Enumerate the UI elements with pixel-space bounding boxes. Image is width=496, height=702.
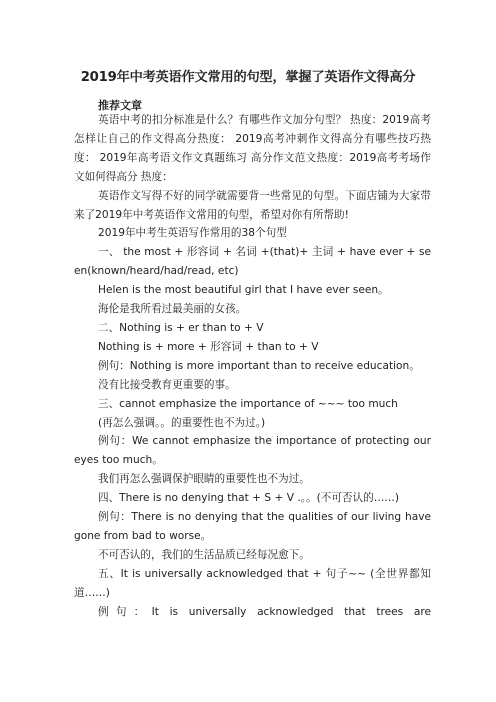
document-title: 2019年中考英语作文常用的句型，掌握了英语作文得高分 xyxy=(80,70,416,85)
paragraph: 例句：We cannot emphasize the importance of protecting our eyes too much。 xyxy=(74,435,431,467)
paragraph: 例句：It is universally acknowledged that trees are xyxy=(98,605,431,618)
paragraph: 四、There is no denying that + S + V .。。(不可否认的……) xyxy=(98,492,400,505)
paragraph: (再怎么强调。。的重要性也不为过。) xyxy=(98,416,266,429)
paragraph: 二、Nothing is + er than to + V xyxy=(98,321,264,334)
recommended-heading: 推荐文章 xyxy=(98,99,142,112)
paragraph: Helen is the most beautiful girl that I have ever seen。 xyxy=(98,284,389,297)
paragraph: 例句：Nothing is more important than to receive education。 xyxy=(98,359,420,372)
paragraph: 英语作文写得不好的同学就需要背一些常见的句型。下面店铺为大家带来了2019年中考英语作文常用的句型，希望对你有所帮助! xyxy=(74,189,431,221)
article-body xyxy=(74,111,431,621)
paragraph: 例句：There is no denying that the qualities of our living have gone from bad to worse。 xyxy=(74,511,431,542)
paragraph: 海伦是我所看过最美丽的女孩。 xyxy=(98,303,247,316)
paragraph: 五、It is universally acknowledged that + 句子~~ (全世界都知道……) xyxy=(74,567,431,599)
paragraph: 2019年中考生英语写作常用的38个句型 xyxy=(98,227,287,240)
paragraph: 不可否认的，我们的生活品质已经每况愈下。 xyxy=(98,548,310,561)
paragraph: 英语中考的扣分标准是什么？有哪些作文加分句型？ 热度：2019高考怎样让自己的作文得高分热度： 2019高考冲刺作文得高分有哪些技巧热度： 2019年高考语文作文真题练习 高分作文范文热度：2019高考考场作文如何得高分 热度： xyxy=(74,114,431,183)
paragraph: 一、 the most + 形容词 + 名词 +(that)+ 主词 + have ever + seen(known/heard/had/read, etc) xyxy=(74,246,431,278)
paragraph: 没有比接受教育更重要的事。 xyxy=(98,378,236,391)
paragraph: 三、cannot emphasize the importance of ~~~ too much xyxy=(98,397,398,410)
paragraph: 我们再怎么强调保护眼睛的重要性也不为过。 xyxy=(98,473,310,486)
paragraph: Nothing is + more + 形容词 + than to + V xyxy=(98,340,319,353)
